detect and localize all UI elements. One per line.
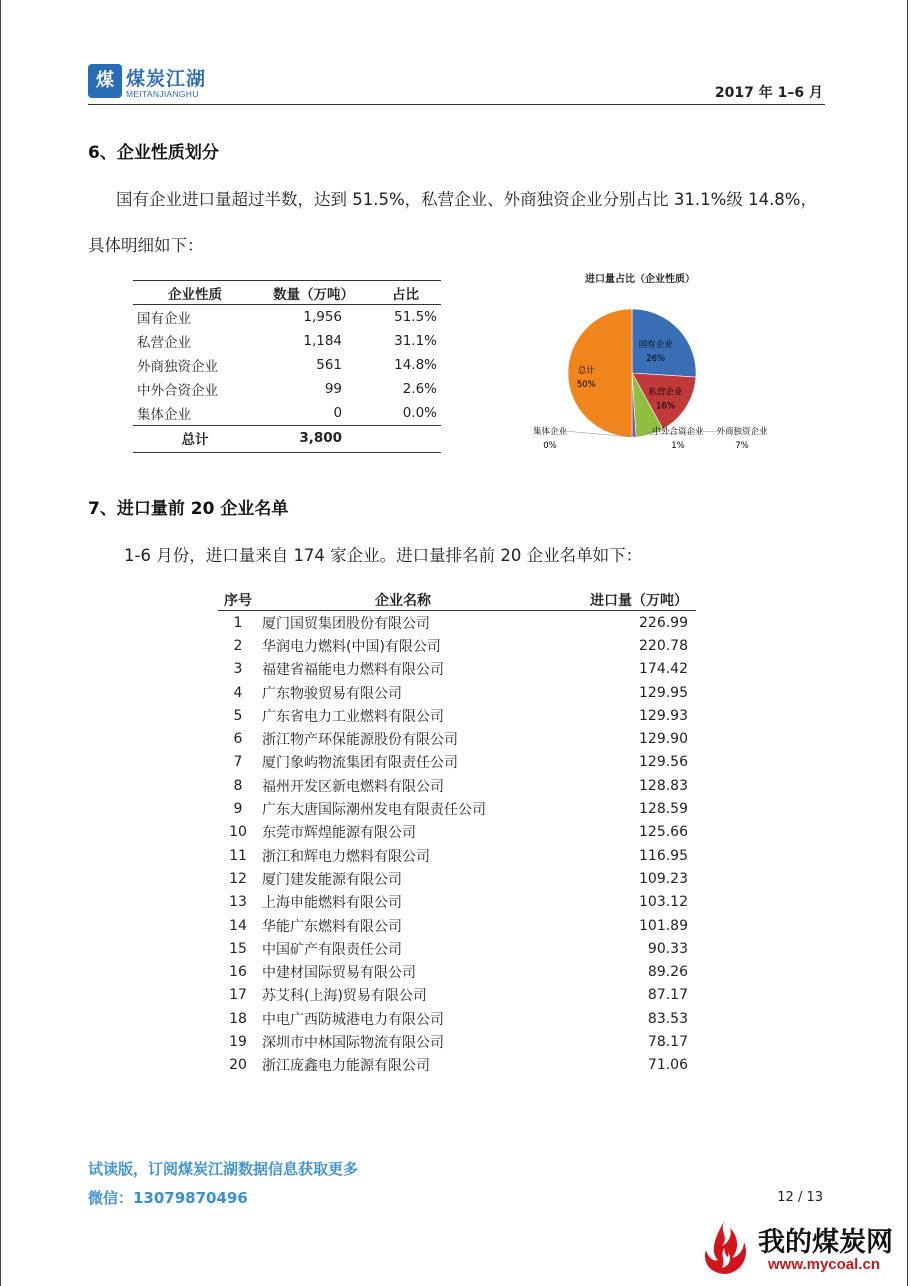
import-volume-cell: 128.59	[639, 801, 688, 818]
company-name-cell: 厦门象屿物流集团有限责任公司	[262, 755, 458, 772]
import-volume-cell: 83.53	[647, 1010, 688, 1027]
rank-index-cell: 6	[233, 731, 243, 748]
nature-volume-cell: 1,956	[303, 309, 343, 325]
rank-index-cell: 10	[229, 824, 247, 841]
nature-volume-cell: 0	[333, 405, 343, 421]
import-volume-cell: 129.56	[639, 754, 688, 771]
section-6-paragraph-line1: 国有企业进口量超过半数，达到 51.5%，私营企业、外商独资企业分别占比 31.1%级 14.8%，	[116, 190, 817, 209]
company-name-cell: 浙江物产环保能源股份有限公司	[262, 732, 458, 749]
logo-mark-icon: 煤	[88, 64, 122, 98]
rank-index-cell: 3	[233, 661, 243, 678]
ranking-table-row	[218, 867, 696, 890]
wechat-contact: 微信：13079870496	[88, 1189, 248, 1207]
nature-table	[133, 282, 441, 450]
rank-index-cell: 8	[233, 777, 243, 794]
ranking-table-row	[218, 797, 696, 820]
company-name-cell: 中国矿产有限责任公司	[262, 941, 402, 958]
ranking-table-row	[218, 774, 696, 797]
flame-logo-icon	[700, 1218, 750, 1276]
pie-slice-percent: 7%	[735, 441, 749, 451]
nature-share-cell: 2.6%	[402, 381, 437, 397]
ranking-table-row	[218, 634, 696, 657]
ranking-table-row	[218, 821, 696, 844]
nature-share-cell: 31.1%	[394, 333, 437, 349]
ranking-table-row	[218, 914, 696, 937]
rank-index-cell: 7	[233, 754, 243, 771]
nature-total-volume: 3,800	[257, 426, 370, 451]
import-volume-cell: 90.33	[647, 940, 688, 957]
rank-index-cell: 15	[229, 940, 247, 957]
pie-slice-percent: 26%	[646, 353, 666, 364]
pie-slice-percent: 16%	[656, 401, 675, 412]
import-volume-cell: 125.66	[639, 824, 688, 841]
company-name-cell: 浙江庞鑫电力能源有限公司	[262, 1058, 430, 1075]
company-name-cell: 广东省电力工业燃料有限公司	[262, 708, 444, 725]
rank-index-cell: 14	[229, 917, 247, 934]
import-volume-cell: 89.26	[647, 964, 688, 981]
nature-volume-cell: 99	[324, 381, 343, 397]
ranking-table-row	[218, 891, 696, 914]
rank-index-cell: 2	[233, 637, 243, 654]
import-volume-cell: 226.99	[639, 614, 688, 631]
company-name-cell: 深圳市中林国际物流有限公司	[262, 1034, 444, 1051]
trial-note: 试读版，订阅煤炭江湖数据信息获取更多	[88, 1160, 359, 1178]
import-volume-cell: 220.78	[639, 637, 688, 654]
header-divider	[88, 104, 825, 105]
pie-slice-percent: 0%	[543, 441, 557, 451]
nature-volume-cell: 561	[316, 357, 343, 373]
nature-col-volume: 数量（万吨）	[257, 282, 370, 305]
pie-slice-label: 总计	[577, 366, 595, 376]
import-volume-cell: 129.95	[639, 684, 688, 701]
pie-slice-label: 外商独资企业	[716, 427, 768, 437]
rank-col-name: 企业名称	[258, 590, 548, 611]
import-volume-cell: 101.89	[639, 917, 688, 934]
nature-table-row	[133, 329, 441, 353]
pie-slice-percent: 1%	[671, 441, 685, 451]
pie-chart-title: 进口量占比（企业性质）	[585, 274, 695, 285]
nature-table-total-row	[133, 426, 441, 451]
section-6-paragraph-line2: 具体明细如下：	[88, 236, 204, 255]
nature-table-header	[133, 282, 441, 305]
ranking-table-row	[218, 1054, 696, 1077]
import-volume-cell: 87.17	[647, 987, 688, 1004]
nature-col-type: 企业性质	[133, 282, 257, 305]
ranking-table-row	[218, 611, 696, 635]
watermark	[700, 1218, 900, 1278]
import-volume-cell: 103.12	[639, 894, 688, 911]
nature-type-cell: 集体企业	[137, 407, 191, 423]
rank-index-cell: 11	[229, 847, 247, 864]
company-name-cell: 华润电力燃料(中国)有限公司	[262, 638, 441, 655]
import-volume-cell: 78.17	[647, 1033, 688, 1050]
nature-table-row	[133, 377, 441, 401]
page-border-left	[0, 0, 1, 1286]
company-name-cell: 广东大唐国际潮州发电有限责任公司	[262, 802, 486, 819]
company-name-cell: 福建省福能电力燃料有限公司	[262, 662, 444, 679]
company-name-cell: 浙江和辉电力燃料有限公司	[262, 848, 430, 865]
pie-slice-percent: 50%	[576, 380, 596, 390]
rank-index-cell: 9	[233, 801, 243, 818]
ranking-table	[218, 590, 696, 1077]
ranking-table-row	[218, 751, 696, 774]
rank-col-index: 序号	[218, 590, 258, 611]
rank-index-cell: 20	[229, 1057, 247, 1074]
nature-table-bottom-rule	[133, 452, 441, 453]
nature-total-label: 总计	[133, 426, 257, 451]
rank-index-cell: 12	[229, 870, 247, 887]
rank-index-cell: 17	[229, 987, 247, 1004]
import-volume-cell: 129.90	[639, 731, 688, 748]
nature-type-cell: 私营企业	[137, 335, 191, 351]
pie-slice-label: 集体企业	[532, 427, 568, 437]
ranking-table-row	[218, 984, 696, 1007]
nature-table-row	[133, 401, 441, 426]
nature-col-share: 占比	[370, 282, 441, 305]
company-name-cell: 福州开发区新电燃料有限公司	[262, 778, 444, 795]
nature-share-cell: 51.5%	[394, 309, 437, 325]
watermark-name: 我的煤炭网	[758, 1227, 893, 1258]
nature-table-top-rule	[133, 280, 441, 281]
ranking-table-row	[218, 960, 696, 983]
section-6-title: 6、企业性质划分	[88, 143, 219, 163]
nature-type-cell: 外商独资企业	[137, 359, 218, 375]
company-name-cell: 中建材国际贸易有限公司	[262, 965, 416, 982]
brand-logo	[88, 64, 228, 102]
pie-slice-label: 私营企业	[648, 387, 683, 398]
report-period: 2017 年 1–6 月	[714, 85, 823, 101]
ranking-table-row	[218, 658, 696, 681]
nature-share-cell: 0.0%	[402, 405, 437, 421]
import-volume-cell: 174.42	[639, 661, 688, 678]
rank-index-cell: 1	[233, 614, 243, 631]
ranking-table-row	[218, 681, 696, 704]
import-volume-cell: 109.23	[639, 870, 688, 887]
pie-chart	[520, 290, 790, 465]
import-volume-cell: 116.95	[639, 847, 688, 864]
ranking-table-row	[218, 727, 696, 750]
ranking-table-row	[218, 937, 696, 960]
rank-index-cell: 5	[233, 707, 243, 724]
import-volume-cell: 71.06	[647, 1057, 688, 1074]
logo-name: 煤炭江湖	[126, 68, 207, 90]
rank-index-cell: 19	[229, 1033, 247, 1050]
rank-index-cell: 4	[233, 684, 243, 701]
nature-share-cell: 14.8%	[394, 357, 437, 373]
watermark-url: www.mycoal.cn	[768, 1256, 880, 1273]
ranking-table-row	[218, 844, 696, 867]
company-name-cell: 广东物骏贸易有限公司	[262, 685, 402, 702]
pie-slice-label: 国有企业	[638, 339, 673, 350]
nature-volume-cell: 1,184	[303, 333, 343, 349]
company-name-cell: 上海申能燃料有限公司	[262, 895, 402, 912]
import-volume-cell: 128.83	[639, 777, 688, 794]
nature-total-share	[370, 426, 441, 451]
section-7-title: 7、进口量前 20 企业名单	[88, 499, 289, 519]
page-number: 12 / 13	[777, 1190, 823, 1205]
section-7-paragraph: 1-6 月份，进口量来自 174 家企业。进口量排名前 20 企业名单如下：	[124, 546, 643, 565]
ranking-table-header	[218, 590, 696, 611]
company-name-cell: 华能广东燃料有限公司	[262, 918, 402, 935]
ranking-table-row	[218, 1030, 696, 1053]
rank-col-volume: 进口量（万吨）	[548, 590, 696, 611]
ranking-table-row	[218, 1007, 696, 1030]
nature-type-cell: 中外合资企业	[137, 383, 218, 399]
company-name-cell: 中电广西防城港电力有限公司	[262, 1011, 444, 1028]
logo-name-en: MEITANJIANGHU	[126, 89, 199, 99]
company-name-cell: 厦门国贸集团股份有限公司	[262, 615, 430, 632]
import-volume-cell: 129.93	[639, 707, 688, 724]
nature-table-row	[133, 305, 441, 330]
company-name-cell: 东莞市辉煌能源有限公司	[262, 825, 416, 842]
rank-index-cell: 16	[229, 964, 247, 981]
company-name-cell: 厦门建发能源有限公司	[262, 871, 402, 888]
pie-slice-label: 中外合资企业	[652, 427, 704, 437]
rank-index-cell: 18	[229, 1010, 247, 1027]
page-border-right	[907, 0, 908, 1286]
ranking-table-row	[218, 704, 696, 727]
nature-table-row	[133, 353, 441, 377]
rank-index-cell: 13	[229, 894, 247, 911]
nature-type-cell: 国有企业	[137, 311, 191, 327]
company-name-cell: 苏艾科(上海)贸易有限公司	[262, 988, 427, 1005]
